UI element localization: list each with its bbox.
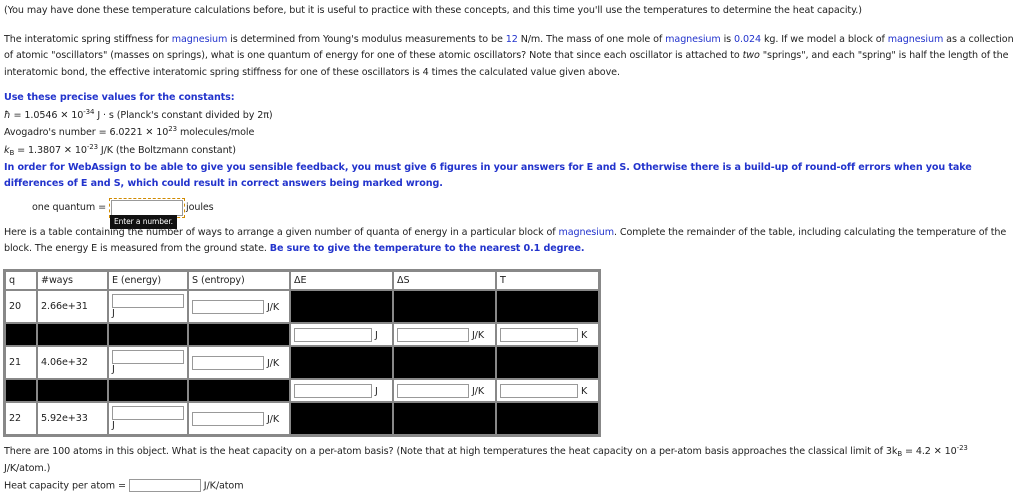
unit: J/K [471, 385, 485, 397]
unit: J [374, 385, 378, 397]
header-delta-s: ΔS [393, 271, 496, 290]
energy-input[interactable] [112, 294, 184, 308]
unit: J/K [266, 357, 280, 369]
heat-capacity-row [4, 479, 243, 492]
entropy-input[interactable] [192, 356, 264, 370]
quantum-label: one quantum = [32, 202, 107, 213]
table-row [5, 323, 599, 346]
one-quantum-input[interactable] [111, 200, 183, 216]
unit: J [374, 329, 378, 341]
heat-capacity-label: Heat capacity per atom = [4, 480, 126, 492]
header-energy: E (energy) [108, 271, 188, 290]
entropy-input[interactable] [192, 412, 264, 426]
table-row [5, 379, 599, 402]
constants-heading: Use these precise values for the constants: [4, 92, 235, 103]
table-row [5, 346, 599, 379]
table-intro: Here is a table containing the number of ways to arrange a given number of quanta of energy in a particular block of magnesium. Complete the remainder of the table, including calculating the temperature of the block. The energy E is measured from the ground state. Be sure to give the temperature to the nearest 0.1 degree. [4, 227, 1007, 255]
temperature-input[interactable] [500, 328, 578, 342]
ways-cell: 5.92e+33 [37, 402, 108, 435]
unit: J [112, 308, 115, 319]
unit: J/K [266, 413, 280, 425]
unit: K [580, 329, 588, 341]
energy-input[interactable] [112, 406, 184, 420]
ways-cell: 4.06e+32 [37, 346, 108, 379]
energy-input[interactable] [112, 350, 184, 364]
heat-capacity-text-cont: J/K/atom.) [4, 463, 51, 474]
q-cell: 20 [5, 290, 37, 323]
unit: J [112, 420, 115, 431]
delta-e-input[interactable] [294, 384, 372, 398]
header-ways: #ways [37, 271, 108, 290]
problem-text: The interatomic spring stiffness for magnesium is determined from Young's modulus measurements to be 12 N/m. The mass of one mole of magnesium is 0.024 kg. If we model a block of magnesium as a collection of atomic "oscillators" (masses on springs), what is one quantum of energy for one of these atomic oscillators? Note that since each oscillator is attached to two "springs", and each "spring" is half the length of the interatomic bond, the effective interatomic spring stiffness for one of these oscillators is 4 times the calculated value given above. [4, 34, 1014, 78]
constant-hbar: ħ = 1.0546 ✕ $10^{-34}$ J · s (Planck's constant divided by 2π) [4, 108, 273, 121]
heat-capacity-input[interactable] [129, 479, 201, 492]
table-row [5, 290, 599, 323]
q-cell: 21 [5, 346, 37, 379]
unit: J/K [471, 329, 485, 341]
header-delta-e: ΔE [290, 271, 393, 290]
unit: J/K [266, 301, 280, 313]
header-q: q [5, 271, 37, 290]
header-t: T [496, 271, 599, 290]
header-entropy: S (entropy) [188, 271, 290, 290]
heat-capacity-unit: J/K/atom [203, 480, 244, 492]
tooltip: Enter a number. [110, 215, 177, 229]
constant-avogadro: Avogadro's number = 6.0221 ✕ $10^{23}$ molecules/mole [4, 125, 255, 138]
entropy-table [3, 269, 601, 437]
unit: J [112, 364, 115, 375]
temperature-input[interactable] [500, 384, 578, 398]
warning-text: In order for WebAssign to be able to give you sensible feedback, you must give 6 figures in your answers for E and S. Otherwise there is a build-up of round-off errors when you take differences of E and S, which could result in correct answers being marked wrong. [4, 162, 972, 190]
delta-e-input[interactable] [294, 328, 372, 342]
entropy-input[interactable] [192, 300, 264, 314]
q-cell: 22 [5, 402, 37, 435]
ways-cell: 2.66e+31 [37, 290, 108, 323]
intro-text: (You may have done these temperature calculations before, but it is useful to practice with these concepts, and this time you'll use the temperatures to determine the heat capacity.) [4, 5, 862, 16]
table-row [5, 402, 599, 435]
delta-s-input[interactable] [397, 384, 469, 398]
delta-s-input[interactable] [397, 328, 469, 342]
unit: K [580, 385, 588, 397]
constant-boltzmann: $k_B = 1.3807$ ✕ $10^{-23}$ J/K (the Boltzmann constant) [4, 143, 236, 157]
quantum-unit: joules [186, 202, 214, 213]
heat-capacity-text: There are 100 atoms in this object. What is the heat capacity on a per-atom basis? (Note that at high temperatures the heat capacity on a per-atom basis approaches the classical limit of $3k_B = 4.2$ ✕ $10^{-23}$ [4, 444, 968, 458]
